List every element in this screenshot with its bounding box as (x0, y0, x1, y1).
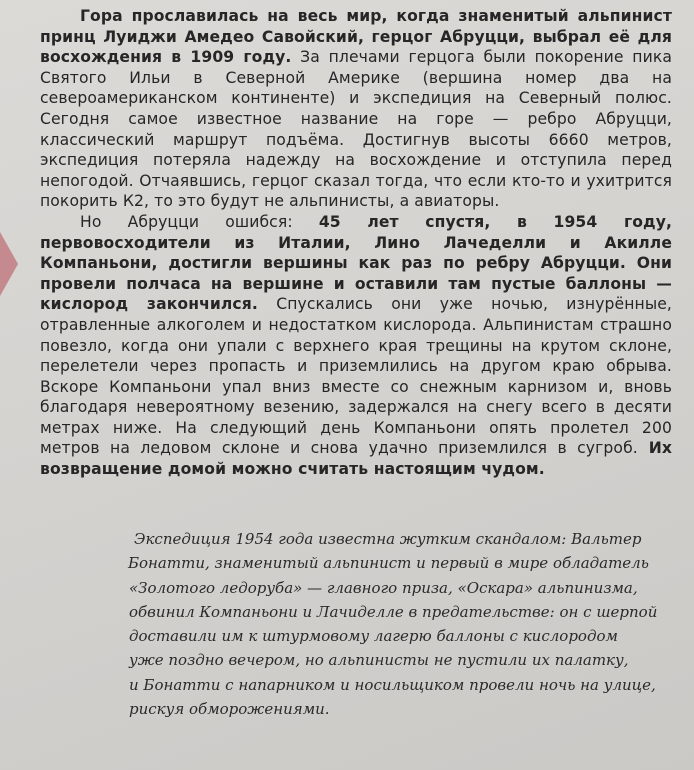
paragraph-2-bold-ending: Их возвращение домой можно считать настоящим чудом. (40, 439, 672, 479)
footnote-line: Экспедиция 1954 года известна жутким скандалом: Вальтер (134, 530, 642, 548)
main-article-text (40, 6, 672, 480)
paragraph-2-bold-summit: 45 лет спустя, в 1954 году, первовосходители из Италии, Лино Лачеделли и Акилле Компаньони, достигли вершины как раз по ребру Абруцци. Они провели полчаса на вершине и оставили там пустые баллоны — кислород закончился. (40, 212, 672, 314)
paragraph-1 (40, 6, 672, 212)
paragraph-2-start: Но Абруцци ошибся: (80, 212, 319, 231)
footnote-line: уже поздно вечером, но альпинисты не пустили их палатку, (129, 651, 629, 670)
footnote-line: рискуя обморожениями. (129, 700, 330, 719)
footnote-scandal (124, 527, 684, 721)
footnote-line: доставили им к штурмовому лагерю баллоны с кислородом (129, 627, 618, 646)
footnote-line: Бонатти, знаменитый альпинист и первый в мире обладатель (128, 554, 649, 573)
footnote-line: и Бонатти с напарником и носильщиком провели ночь на улице, (129, 675, 656, 694)
footnote-line: обвинил Компаньони и Лачиделле в предательстве: он с шерпой (129, 602, 658, 621)
paragraph-1-body: За плечами герцога были покорение пика Святого Ильи в Северной Америке (вершина номер два на североамериканском континенте) и экспедиция на Северный полюс. Сегодня самое известное название на горе — ребро Абруцци, классический маршрут подъёма. Достигнув высоты 6660 метров, экспедиция потеряла надежду на восхождение и отступила перед непогодой. Отчаявшись, герцог сказал тогда, что если кто-то и ухитрится покорить К2, то это будут не альпинисты, а авиаторы. (40, 48, 672, 211)
paragraph-2 (40, 212, 672, 480)
footnote-line: «Золотого ледоруба» — главного приза, «Оскара» альпинизма, (129, 578, 638, 597)
side-triangle-marker (0, 232, 18, 296)
paragraph-1-bold-intro: Гора прославилась на весь мир, когда знаменитый альпинист принц Луиджи Амедео Савойский, герцог Абруцци, выбрал её для восхождения в 1909 году. (40, 7, 672, 67)
paragraph-2-body: Спускались они уже ночью, изнурённые, отравленные алкоголем и недостатком кислорода. Альпинистам страшно повезло, когда они упали с верхнего края трещины на крутом склоне, перелетели через пропасть и приземлились на другом краю обрыва. Вскоре Компаньони упал вниз вместе со снежным карнизом и, вновь благодаря невероятному везению, задержался на снегу всего в десяти метрах ниже. На следующий день Компаньони опять пролетел 200 метров на ледовом склоне и снова удачно приземлился в сугроб. (40, 295, 672, 458)
